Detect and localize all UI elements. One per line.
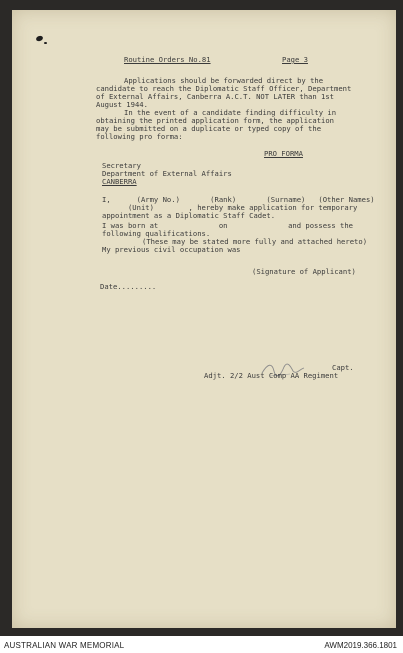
pro-forma-heading: PRO FORMA [264,149,303,158]
para1-line4: August 1944. [96,100,148,109]
form-line2: (Unit) , hereby make application for temporary [102,203,358,212]
para2-line4: following pro forma: [96,132,183,141]
note-line: (These may be stated more fully and attached hereto) [142,237,368,246]
footer-bar [0,636,403,653]
form-line4: I was born at on and possess the [102,221,353,230]
footer-accession-number: AWM2019.366.1801 [324,641,397,650]
form-line3: appointment as a Diplomatic Staff Cadet. [102,211,276,220]
address-line3: CANBERRA [102,177,137,186]
para1-line3: of External Affairs, Canberra A.C.T. NOT LATER than 1st [96,92,334,101]
signoff-rank: Capt. [332,363,354,372]
document-heading: Routine Orders No.81 [124,55,211,64]
para1-line2: candidate to reach the Diplomatic Staff Officer, Department [96,84,352,93]
date-line: Date......... [100,282,157,291]
ink-speck [44,42,47,44]
form-line5: following qualifications. [102,229,211,238]
para2-line3: may be submitted on a duplicate or typed copy of the [96,124,322,133]
para2-line2: obtaining the printed application form, the application [96,116,334,125]
form-line1: I, (Army No.) (Rank) (Surname) (Other Names) [102,195,375,204]
para1-line1: Applications should be forwarded direct by the [124,76,324,85]
signature-line: (Signature of Applicant) [252,267,356,276]
signoff-unit: Adjt. 2/2 Aust Comp AA Regiment [204,371,339,380]
address-line2: Department of External Affairs [102,169,232,178]
address-line1: Secretary [102,161,141,170]
document-page [12,10,396,628]
occupation-line: My previous civil occupation was [102,245,241,254]
para2-line1: In the event of a candidate finding difficulty in [124,108,337,117]
page-number: Page 3 [282,55,308,64]
footer-institution: AUSTRALIAN WAR MEMORIAL [4,641,125,650]
punch-hole-mark [35,35,43,42]
